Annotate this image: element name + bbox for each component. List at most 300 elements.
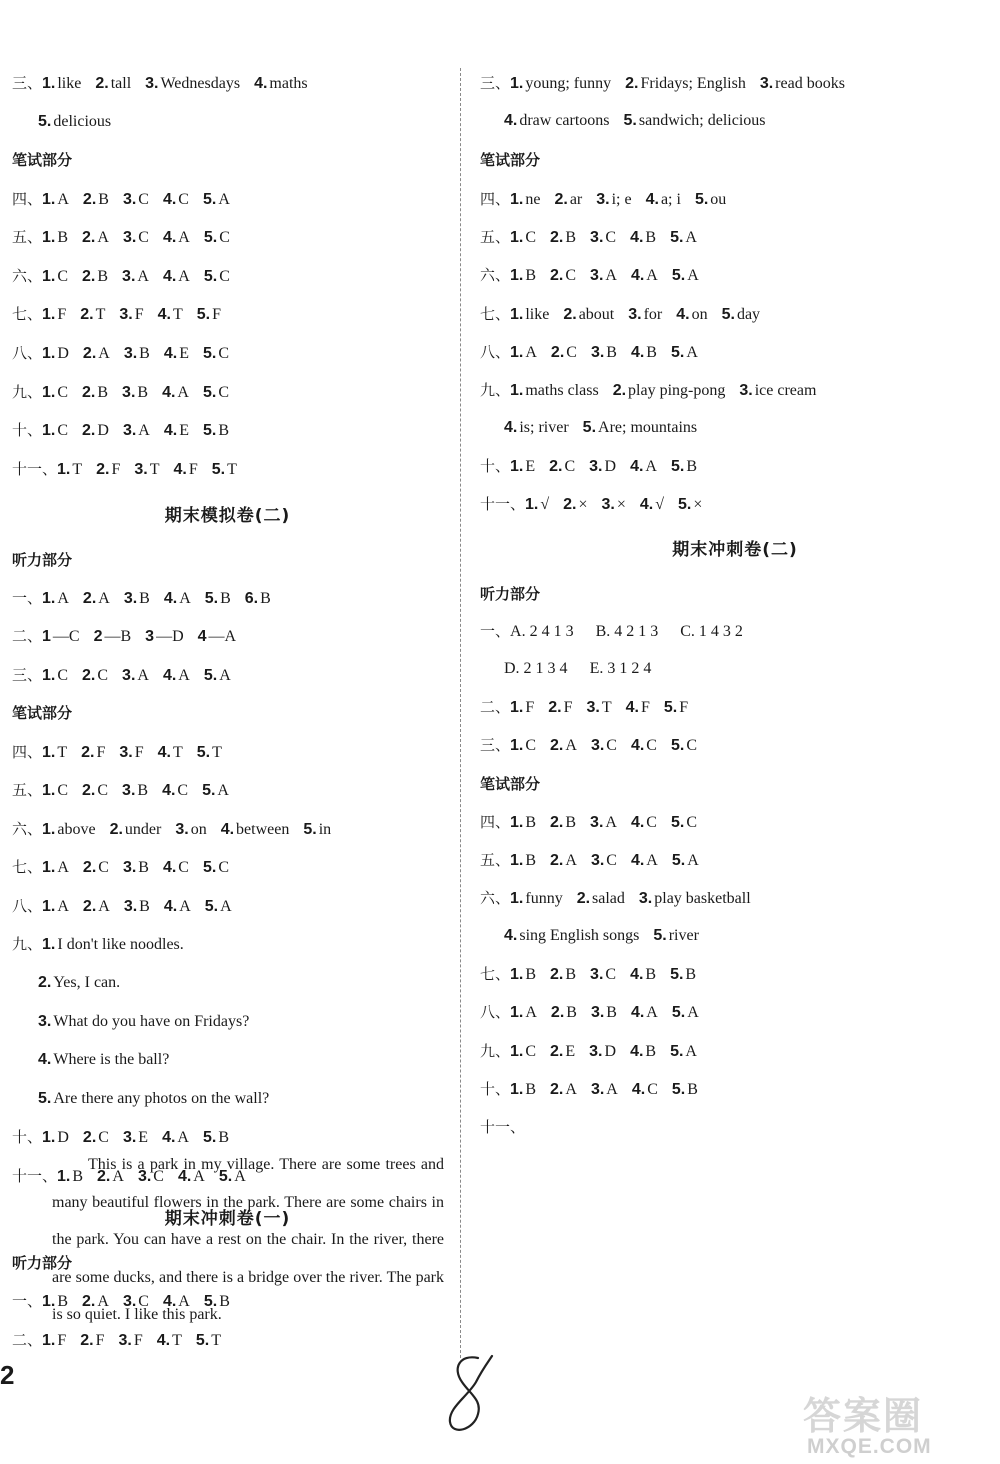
answer-item (303, 820, 331, 840)
answer-value: A (138, 422, 150, 439)
answer-item (96, 460, 120, 480)
answer-value: A (646, 852, 658, 869)
question-number: 八、 (480, 343, 511, 361)
answer-number: 1. (510, 382, 524, 399)
watermark-text-en: MXQE.COM (807, 1435, 932, 1458)
answer-value: D (57, 1129, 69, 1146)
answer-number: 5. (202, 782, 216, 799)
answer-number: 3. (759, 75, 774, 92)
answer-number: 3. (122, 422, 137, 439)
answer-value: B (646, 344, 657, 361)
answer-number: 3. (122, 1293, 137, 1310)
answer-value: A (525, 344, 537, 361)
answer-item (510, 457, 535, 477)
answer-item (596, 190, 631, 210)
answer-number: 4. (254, 75, 268, 92)
answer-number: 2. (550, 1004, 565, 1021)
answer-item (42, 935, 184, 955)
answer-row (480, 304, 774, 324)
watermark-text-cn: 答案圈 (803, 1394, 924, 1438)
answer-value: A (193, 1168, 205, 1185)
answer-number: 4. (504, 927, 518, 944)
answer-row (504, 659, 673, 679)
answer-value: B (220, 590, 231, 607)
answer-item (646, 190, 681, 210)
answer-number: 1. (42, 782, 56, 799)
answer-number: 5. (203, 667, 218, 684)
answer-row (480, 1002, 713, 1022)
answer-value: C (646, 814, 657, 831)
answer-sequence: C. 1 4 3 2 (680, 623, 743, 640)
answer-item (551, 1003, 577, 1023)
answer-number: 4. (162, 667, 177, 684)
answer-number: 4. (38, 1051, 52, 1068)
answer-value: B (525, 1081, 537, 1098)
answer-item (504, 926, 639, 946)
answer-value: A (218, 191, 230, 208)
answer-number: 5. (678, 496, 692, 513)
question-number: 六、 (480, 889, 511, 907)
answer-item (672, 1003, 699, 1023)
answer-number: 1. (510, 229, 524, 246)
answer-item (164, 421, 189, 441)
answer-number: 1. (42, 590, 56, 607)
answer-number: 4. (157, 306, 171, 323)
paper-title: 期末模拟卷(二) (164, 506, 291, 526)
answer-item (577, 889, 625, 909)
answer-row (12, 189, 244, 209)
answer-value: ne (525, 191, 541, 208)
answer-number: 2. (82, 782, 96, 799)
answer-value: A (98, 345, 110, 362)
answer-value: C (57, 422, 69, 439)
answer-value: F (134, 306, 144, 323)
answer-value: Yes, I can. (53, 974, 121, 991)
section-heading: 笔试部分 (480, 151, 541, 169)
answer-value: T (601, 699, 612, 716)
answer-value: A (219, 667, 231, 684)
answer-item (42, 897, 69, 917)
answer-value: A (565, 1081, 577, 1098)
answer-value: F (134, 744, 144, 761)
answer-number: 5. (203, 1293, 218, 1310)
question-number: 十、 (480, 457, 511, 475)
answer-value: sing English songs (519, 927, 640, 944)
question-number: 二、 (12, 627, 43, 645)
answer-value: C (647, 1081, 658, 1098)
answer-item (550, 813, 576, 833)
answer-value: delicious (53, 113, 112, 130)
answer-value: B (137, 782, 149, 799)
answer-item (554, 190, 582, 210)
answer-number: 1. (42, 821, 56, 838)
answer-value: A (234, 1168, 246, 1185)
answer-value: A (685, 1043, 697, 1060)
answer-item (203, 1128, 229, 1148)
answer-number: 2. (550, 737, 564, 754)
answer-number: 5. (38, 1090, 52, 1107)
answer-item (162, 781, 188, 801)
answer-number: 4. (173, 461, 187, 478)
answer-value: C (525, 737, 537, 754)
answer-value: C (177, 782, 189, 799)
answer-value: B (566, 1004, 577, 1021)
answer-item (205, 589, 231, 609)
answer-item (510, 228, 536, 248)
answer-item (38, 112, 111, 132)
answer-number: 2. (82, 229, 96, 246)
answer-number: 2. (550, 229, 564, 246)
answer-value: A (685, 229, 697, 246)
answer-number: 2. (548, 699, 562, 716)
answer-item (626, 698, 650, 718)
answer-item (42, 421, 68, 441)
answer-value: B (72, 1168, 84, 1185)
answer-number: 4. (630, 737, 645, 754)
answer-item (670, 965, 696, 985)
question-number: 七、 (12, 858, 43, 876)
answer-number: 4. (630, 229, 644, 246)
answer-item (145, 627, 183, 647)
answer-value: D (97, 422, 109, 439)
answer-number: 3. (119, 306, 133, 323)
question-number: 三、 (12, 74, 43, 92)
answer-value: T (72, 461, 83, 478)
answer-number: 5. (623, 112, 637, 129)
answer-item (212, 460, 237, 480)
answer-value: C (219, 268, 230, 285)
answer-value: A (565, 737, 577, 754)
answer-item (198, 627, 236, 647)
answer-value: × (616, 496, 626, 513)
answer-item (123, 190, 149, 210)
answer-value: F (57, 306, 67, 323)
answer-item (510, 1080, 536, 1100)
answer-number: 4. (220, 821, 235, 838)
answer-value: A (220, 898, 232, 915)
answer-item (123, 421, 150, 441)
answer-item (94, 627, 132, 647)
answer-row (38, 1050, 183, 1070)
question-number: 六、 (12, 267, 43, 285)
answer-value: on (190, 821, 207, 838)
answer-number: 3. (119, 744, 133, 761)
answer-item (551, 343, 577, 363)
answer-value: between (236, 821, 290, 838)
answer-value: C (138, 229, 149, 246)
answer-item (510, 965, 536, 985)
answer-item (80, 305, 105, 325)
answer-value: F (640, 699, 650, 716)
answer-number: 2. (95, 75, 109, 92)
answer-number: 6. (244, 590, 259, 607)
answer-number: 5. (671, 852, 686, 869)
answer-value: B (525, 966, 537, 983)
answer-row (12, 780, 243, 800)
answer-item (82, 666, 108, 686)
answer-row (480, 227, 711, 247)
answer-item (550, 965, 576, 985)
answer-number: 5. (203, 268, 218, 285)
answer-number: 1. (510, 814, 524, 831)
answer-item (203, 421, 229, 441)
answer-value: B (645, 966, 657, 983)
answer-number: 4. (630, 814, 645, 831)
answer-number: 4. (639, 496, 654, 513)
question-number: 一、 (12, 589, 43, 607)
answer-number: 5. (303, 821, 317, 838)
answer-number: 1. (42, 936, 56, 953)
answer-item (590, 965, 616, 985)
answer-value: B (686, 458, 697, 475)
answer-item (630, 965, 656, 985)
answer-row (12, 934, 198, 954)
answer-item (525, 495, 549, 515)
answer-item (254, 74, 308, 94)
answer-number: 5. (670, 814, 685, 831)
answer-number: 5. (211, 461, 226, 478)
answer-row (480, 964, 710, 984)
answer-item (591, 343, 617, 363)
answer-item (624, 111, 766, 131)
answer-value: C (605, 966, 617, 983)
answer-value: B (139, 590, 150, 607)
answer-row (480, 456, 711, 476)
answer-number: 1. (42, 306, 56, 323)
answer-item (695, 190, 726, 210)
answer-item (602, 495, 626, 515)
answer-value: T (211, 1332, 222, 1349)
answer-item (164, 344, 189, 364)
answer-item (625, 74, 746, 94)
answer-row (12, 896, 246, 916)
answer-item (203, 190, 230, 210)
answer-item (42, 666, 68, 686)
answer-item (639, 889, 751, 909)
answer-value: B (565, 814, 577, 831)
answer-item (42, 820, 96, 840)
answer-value: E (179, 422, 189, 439)
answer-number: 3. (590, 814, 604, 831)
answer-value: draw cartoons (519, 112, 610, 129)
answer-item (203, 344, 229, 364)
answer-value: is; river (519, 419, 569, 436)
answer-number: 5. (582, 419, 597, 436)
section-heading: 听力部分 (12, 551, 73, 569)
answer-value: Are there any photos on the wall? (53, 1090, 270, 1107)
answer-number: 2. (550, 267, 564, 284)
answer-value: B (645, 1043, 657, 1060)
answer-value: F (133, 1332, 143, 1349)
answer-number: 4. (630, 1043, 644, 1060)
answer-row (480, 697, 702, 717)
answer-value: A (57, 191, 69, 208)
answer-row (12, 742, 236, 762)
answer-item (589, 457, 616, 477)
answer-value: D (57, 345, 69, 362)
answer-row (480, 189, 740, 209)
answer-value: F (212, 306, 222, 323)
answer-row (480, 1117, 525, 1137)
answer-value: C (138, 1293, 149, 1310)
answer-item (510, 266, 536, 286)
answer-value: in (318, 821, 332, 838)
question-number: 八、 (12, 897, 43, 915)
answer-number: 4. (157, 744, 171, 761)
answer-number: 3. (134, 461, 148, 478)
answer-item (122, 267, 149, 287)
answer-number: 3. (122, 191, 137, 208)
answer-item (38, 973, 120, 993)
answer-value: A (57, 859, 69, 876)
answer-item (163, 190, 189, 210)
answer-number: 5. (195, 1332, 210, 1349)
answer-value: A (687, 267, 699, 284)
answer-item (510, 698, 534, 718)
answer-value: T (172, 306, 183, 323)
answer-number: 3. (590, 966, 604, 983)
answer-value: A (97, 229, 109, 246)
answer-number: 2. (550, 344, 565, 361)
answer-value: C (646, 737, 657, 754)
answer-number: 1. (510, 1043, 524, 1060)
answer-value: C (686, 737, 697, 754)
answer-value: E (179, 345, 189, 362)
answer-item (163, 228, 190, 248)
answer-number: 4. (625, 699, 639, 716)
answer-value: F (188, 461, 198, 478)
answer-item (80, 1331, 104, 1351)
answer-value: A (178, 667, 190, 684)
answer-value: C (605, 229, 617, 246)
answer-item (82, 383, 108, 403)
question-number: 十、 (12, 421, 43, 439)
question-number: 八、 (480, 1003, 511, 1021)
answer-value: B (565, 229, 577, 246)
answer-value: T (227, 461, 237, 478)
answer-number: 3. (118, 1332, 132, 1349)
answer-number: 1. (42, 667, 56, 684)
answer-number: 1. (42, 191, 56, 208)
answer-value: I don't like noodles. (57, 936, 184, 953)
answer-item (589, 1042, 616, 1062)
answer-number: 2. (550, 966, 564, 983)
answer-number: 3. (628, 306, 642, 323)
answer-item (671, 343, 698, 363)
answer-item (671, 736, 697, 756)
answer-value: × (578, 496, 588, 513)
answer-value: funny (525, 890, 563, 907)
question-number: 一、 (12, 1292, 43, 1310)
answer-number: 3. (137, 1168, 152, 1185)
answer-item (82, 781, 108, 801)
answer-row (12, 382, 243, 402)
answer-value: B (138, 859, 149, 876)
answer-number: 5. (202, 384, 217, 401)
answer-item (95, 74, 131, 94)
answer-number: 1. (510, 737, 524, 754)
answer-value: B (687, 1081, 698, 1098)
answer-item (591, 1080, 618, 1100)
answer-number: 3. (739, 382, 753, 399)
answer-number: 2. (97, 1168, 111, 1185)
question-number: 七、 (480, 965, 511, 983)
answer-value: C (218, 859, 229, 876)
answer-number: 2. (550, 1043, 564, 1060)
section-heading: 听力部分 (480, 585, 541, 603)
answer-value: C (219, 229, 230, 246)
answer-number: 3. (589, 1043, 603, 1060)
answer-number: 1. (42, 345, 56, 362)
answer-number: 4. (630, 966, 644, 983)
answer-row (12, 73, 322, 93)
answer-number: 3. (38, 1013, 52, 1030)
answer-item (563, 305, 614, 325)
answer-row (480, 1041, 711, 1061)
answer-number: 3. (589, 458, 603, 475)
answer-item (510, 813, 536, 833)
answer-number: 3. (590, 229, 604, 246)
answer-item (38, 1012, 249, 1032)
answer-item (670, 228, 697, 248)
answer-number: 1. (510, 852, 524, 869)
answer-number: 1. (42, 422, 56, 439)
answer-number: 5. (196, 744, 211, 761)
answer-item (510, 305, 549, 325)
answer-number: 3. (590, 737, 605, 754)
answer-row (12, 1127, 243, 1147)
answer-value: B (525, 814, 537, 831)
answer-row (12, 304, 235, 324)
answer-item (630, 457, 657, 477)
answer-item (504, 418, 569, 438)
answer-number: 3. (122, 667, 136, 684)
answer-row (12, 420, 243, 440)
answer-value: play basketball (654, 890, 751, 907)
answer-number: 3. (586, 699, 600, 716)
answer-value: C (57, 667, 69, 684)
answer-number: 5. (671, 1004, 686, 1021)
handwritten-eight-mark (438, 1352, 498, 1442)
answer-value: C (97, 782, 109, 799)
answer-value: A (177, 384, 189, 401)
answer-item (83, 190, 109, 210)
answer-number: 5. (670, 344, 685, 361)
question-number: 四、 (12, 743, 43, 761)
answer-row (480, 73, 859, 93)
answer-item (42, 1331, 66, 1351)
answer-value: T (172, 744, 183, 761)
answer-item (42, 344, 69, 364)
answer-item (563, 495, 587, 515)
answer-number: 1. (510, 966, 524, 983)
answer-value: B (645, 229, 657, 246)
answer-value: about (578, 306, 615, 323)
answer-item (83, 589, 110, 609)
answer-item (739, 381, 816, 401)
answer-number: 1. (510, 699, 524, 716)
answer-number: 4. (630, 458, 644, 475)
answer-number: 5. (694, 191, 709, 208)
answer-item (163, 666, 190, 686)
answer-item (197, 743, 222, 763)
answer-row (480, 850, 713, 870)
answer-value: A (645, 458, 657, 475)
answer-number: 5. (671, 267, 686, 284)
answer-row (38, 1089, 283, 1109)
answer-value: ou (710, 191, 727, 208)
answer-item (591, 851, 617, 871)
